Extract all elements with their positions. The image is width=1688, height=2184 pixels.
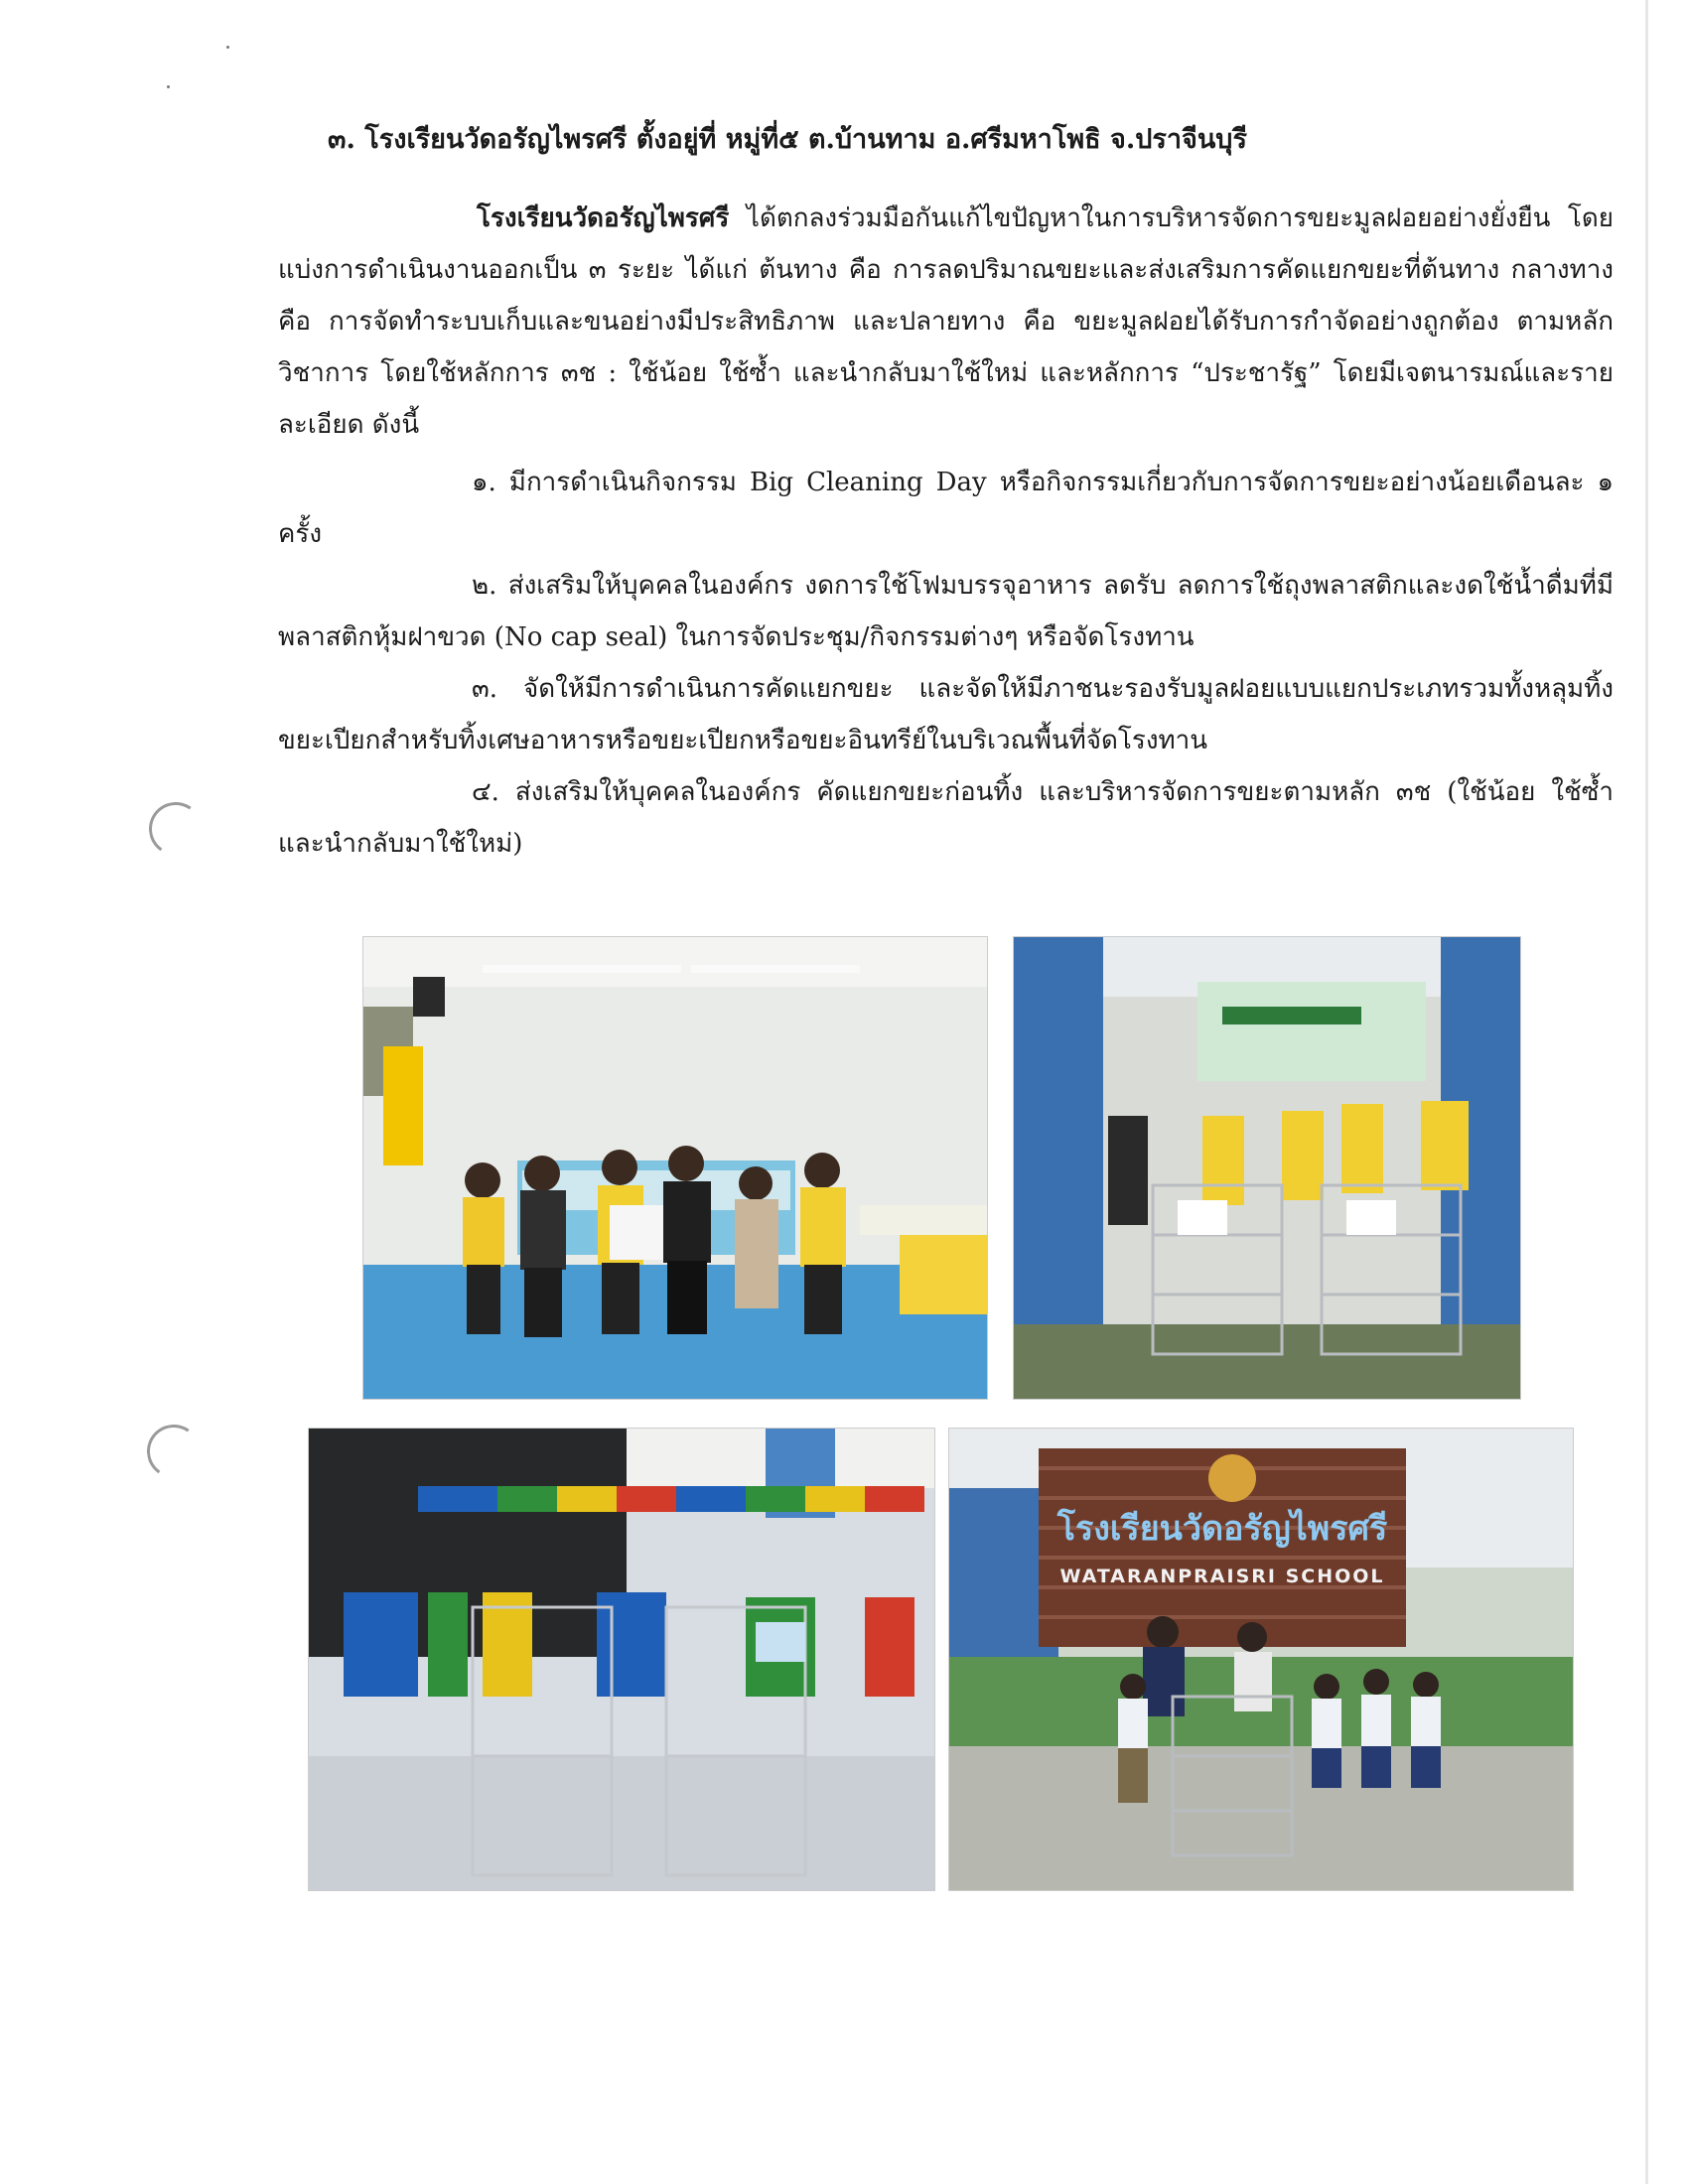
- photo-sorting-bins: [308, 1428, 935, 1891]
- photo-school-sign: [948, 1428, 1574, 1891]
- activity-item-2: ๒. ส่งเสริมให้บุคคลในองค์กร งดการใช้โฟมบรรจุอาหาร ลดรับ ลดการใช้ถุงพลาสติกและงดใช้น้ำดื่มที่มีพลาสติกหุ้มฝาขวด (No cap seal) ในการจัดประชุม/กิจกรรมต่างๆ หรือจัดโรงทาน: [278, 571, 1614, 652]
- activity-list: [278, 457, 1614, 870]
- photo-cage-bins-outdoor: [1013, 936, 1521, 1400]
- intro-text: ได้ตกลงร่วมมือกันแก้ไขปัญหาในการบริหารจัดการขยะมูลฝอยอย่างยั่งยืน โดยแบ่งการดำเนินงานออกเป็น ๓ ระยะ ได้แก่ ต้นทาง คือ การลดปริมาณขยะและส่งเสริมการคัดแยกขยะที่ต้นทาง กลางทาง คือ การจัดทำระบบเก็บและขนอย่างมีประสิทธิภาพ และปลายทาง คือ ขยะมูลฝอยได้รับการกำจัดอย่างถูกต้อง ตามหลักวิชาการ โดยใช้หลักการ ๓ช : ใช้น้อย ใช้ซ้ำ และนำกลับมาใช้ใหม่ และหลักการ “ประชารัฐ” โดยมีเจตนารมณ์และรายละเอียด ดังนี้: [278, 204, 1614, 440]
- intro-paragraph: [278, 193, 1614, 451]
- activity-item-1: ๑. มีการดำเนินกิจกรรม Big Cleaning Day หรือกิจกรรมเกี่ยวกับการจัดการขยะอย่างน้อยเดือนละ ๑ ครั้ง: [278, 468, 1614, 549]
- school-sign-en: WATARANPRAISRI SCHOOL: [1059, 1566, 1385, 1587]
- school-name: โรงเรียนวัดอรัญไพรศรี: [477, 204, 730, 233]
- photo-signing-ceremony: [362, 936, 988, 1400]
- section-heading: ๓. โรงเรียนวัดอรัญไพรศรี ตั้งอยู่ที่ หมู่ที่๕ ต.บ้านทาม อ.ศรีมหาโพธิ จ.ปราจีนบุรี: [328, 124, 1247, 155]
- page-edge: [1645, 0, 1648, 2184]
- school-sign-thai: โรงเรียนวัดอรัญไพรศรี: [1056, 1509, 1388, 1549]
- scan-dot: [226, 46, 229, 49]
- punch-hole: [143, 1421, 206, 1483]
- scan-dot: [167, 85, 170, 88]
- activity-item-3: ๓. จัดให้มีการดำเนินการคัดแยกขยะ และจัดให้มีภาชนะรองรับมูลฝอยแบบแยกประเภทรวมทั้งหลุมทิ้งขยะเปียกสำหรับทิ้งเศษอาหารหรือขยะเปียกหรือขยะอินทรีย์ในบริเวณพื้นที่จัดโรงทาน: [278, 674, 1614, 755]
- activity-item-4: ๔. ส่งเสริมให้บุคคลในองค์กร คัดแยกขยะก่อนทิ้ง และบริหารจัดการขยะตามหลัก ๓ช (ใช้น้อย ใช้ซ้ำ และนำกลับมาใช้ใหม่): [278, 777, 1614, 859]
- punch-hole: [145, 798, 208, 861]
